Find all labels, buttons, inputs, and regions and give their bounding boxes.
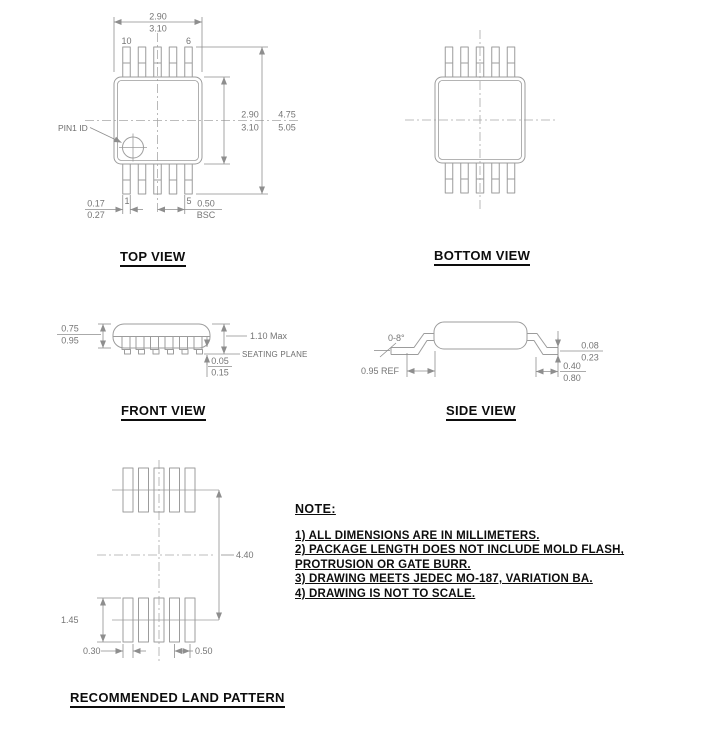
dim-row-span-label: 4.40 [236,550,254,560]
dim-angle-label: 0-8° [388,333,405,343]
land-pattern-centerlines [97,460,214,664]
dim-pad-width [83,644,146,658]
note-item-1: 1) ALL DIMENSIONS ARE IN MILLIMETERS. [295,530,540,542]
dim-pin-width [85,195,143,220]
top-view-drawing [58,12,298,221]
dim-thickness-min: 0.08 [581,340,599,351]
front-view-leads [122,337,203,355]
side-view-drawing [361,322,603,383]
dim-lead-angle [374,333,405,357]
dim-front-body-min: 0.95 [61,335,79,346]
side-view-body [434,322,527,349]
bottom-view-centerlines [405,30,555,210]
dim-thickness-max: 0.23 [581,352,599,363]
pin1-indicator [119,134,147,162]
land-pattern-drawing [61,460,254,664]
dim-standoff-min: 0.05 [211,356,229,366]
dim-pin-w-min: 0.27 [87,210,105,220]
dim-front-body-max: 0.75 [61,323,79,334]
note-item-4: 4) DRAWING IS NOT TO SCALE. [295,587,476,600]
dim-overall-min: 5.05 [278,122,296,133]
dim-overall-max: 4.75 [278,109,296,120]
dim-front-body-height [57,324,111,349]
bottom-view-title: BOTTOM VIEW [434,248,530,266]
land-pattern-title: RECOMMENDED LAND PATTERN [70,690,285,708]
notes-block [295,502,635,601]
front-view-title: FRONT VIEW [121,403,206,421]
dim-pin-w-max: 0.17 [87,198,105,209]
dim-foot-length [536,357,586,383]
pin1-id-callout [58,123,122,143]
dim-row-span [219,490,254,620]
dim-width-min: 3.10 [149,23,167,34]
dim-max-height-label: 1.10 Max [250,331,288,341]
dim-foot-max: 0.80 [563,373,581,383]
bottom-view-drawing [405,30,555,210]
dim-lead-ref-label: 0.95 REF [361,366,400,376]
top-view-title: TOP VIEW [120,249,186,267]
dim-standoff-max: 0.15 [211,367,229,378]
dim-foot-min: 0.40 [563,361,581,371]
pin-number-5: 5 [186,196,192,206]
top-view-centerlines [85,33,298,213]
dim-pitch-value: 0.50 [197,198,215,209]
side-view-title: SIDE VIEW [446,403,516,421]
seating-plane-label: SEATING PLANE [242,350,308,359]
front-view-drawing [57,324,308,378]
dim-body-h-min: 3.10 [241,122,259,133]
dim-pad-pitch [175,644,213,658]
dim-pad-pitch-label: 0.50 [195,646,213,656]
pin-number-6: 6 [185,36,192,46]
pin-number-1: 1 [124,196,130,206]
note-item-3: 3) DRAWING MEETS JEDEC MO-187, VARIATION BA. [295,573,593,586]
dim-pitch-bsc: BSC [196,210,216,220]
dim-body-h-max: 2.90 [241,109,259,120]
note-item-2: 2) PACKAGE LENGTH DOES NOT INCLUDE MOLD FLASH, PROTRUSION OR GATE BURR. [295,544,625,571]
dim-width-max: 2.90 [149,11,167,22]
pin1-id-label: PIN1 ID [58,123,88,133]
dim-pad-height-label: 1.45 [61,615,79,625]
notes-heading: NOTE: [295,502,336,516]
dim-standoff [207,337,232,378]
side-view-right-lead [527,334,558,355]
dim-pad-width-label: 0.30 [83,646,101,656]
pin-number-10: 10 [121,36,132,46]
